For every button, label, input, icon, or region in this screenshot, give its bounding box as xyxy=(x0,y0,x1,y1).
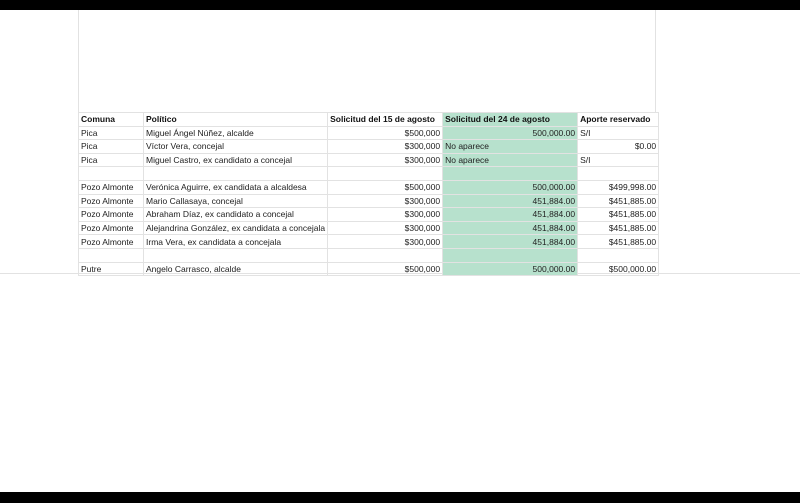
table-cell[interactable]: $300,000 xyxy=(328,140,443,154)
table-cell[interactable]: Pozo Almonte xyxy=(79,208,144,222)
table-cell[interactable]: 451,884.00 xyxy=(443,208,578,222)
table-cell[interactable]: $451,885.00 xyxy=(578,221,659,235)
table-cell[interactable]: Pozo Almonte xyxy=(79,194,144,208)
table-cell[interactable]: Mario Callasaya, concejal xyxy=(144,194,328,208)
table-cell[interactable]: No aparece xyxy=(443,140,578,154)
table-row xyxy=(79,221,659,235)
table-cell[interactable]: $300,000 xyxy=(328,153,443,167)
table-cell[interactable]: $499,998.00 xyxy=(578,180,659,194)
table-row xyxy=(79,140,659,154)
table-cell[interactable]: $300,000 xyxy=(328,208,443,222)
table-row xyxy=(79,235,659,249)
table-cell[interactable]: Miguel Castro, ex candidato a concejal xyxy=(144,153,328,167)
table-cell[interactable]: Angelo Carrasco, alcalde xyxy=(144,262,328,276)
table-cell[interactable]: $0.00 xyxy=(578,140,659,154)
table-cell[interactable]: 451,884.00 xyxy=(443,194,578,208)
table-cell[interactable]: S/I xyxy=(578,153,659,167)
table-cell[interactable]: Pozo Almonte xyxy=(79,235,144,249)
table-cell[interactable] xyxy=(79,167,144,181)
table-cell[interactable]: Verónica Aguirre, ex candidata a alcaldesa xyxy=(144,180,328,194)
column-header[interactable]: Comuna xyxy=(79,113,144,127)
table-cell[interactable]: $500,000 xyxy=(328,262,443,276)
table-cell[interactable]: S/I xyxy=(578,126,659,140)
table-cell[interactable]: $300,000 xyxy=(328,194,443,208)
header-row xyxy=(79,113,659,127)
table-cell[interactable] xyxy=(443,167,578,181)
spreadsheet-table xyxy=(78,112,659,276)
table-cell[interactable]: Irma Vera, ex candidata a concejala xyxy=(144,235,328,249)
table-cell[interactable] xyxy=(328,248,443,262)
table-cell[interactable]: $451,885.00 xyxy=(578,235,659,249)
table-cell[interactable] xyxy=(328,167,443,181)
table-row xyxy=(79,248,659,262)
table-cell[interactable]: Miguel Ángel Núñez, alcalde xyxy=(144,126,328,140)
table-row xyxy=(79,167,659,181)
table-cell[interactable]: $300,000 xyxy=(328,235,443,249)
table-row xyxy=(79,180,659,194)
table-cell[interactable]: $500,000.00 xyxy=(578,262,659,276)
table-cell[interactable]: Víctor Vera, concejal xyxy=(144,140,328,154)
table-row xyxy=(79,126,659,140)
table-cell[interactable]: Pica xyxy=(79,126,144,140)
top-black-bar xyxy=(0,0,800,10)
table-row xyxy=(79,262,659,276)
table-cell[interactable]: 500,000.00 xyxy=(443,126,578,140)
table-cell[interactable]: Alejandrina González, ex candidata a concejala xyxy=(144,221,328,235)
table-cell[interactable] xyxy=(443,248,578,262)
table-cell[interactable] xyxy=(79,248,144,262)
table-row xyxy=(79,208,659,222)
grid-line-right xyxy=(655,10,656,112)
table-cell[interactable]: Pozo Almonte xyxy=(79,221,144,235)
table-cell[interactable]: $300,000 xyxy=(328,221,443,235)
table-cell[interactable]: 500,000.00 xyxy=(443,262,578,276)
table-cell[interactable]: $451,885.00 xyxy=(578,194,659,208)
table-cell[interactable]: Abraham Díaz, ex candidato a concejal xyxy=(144,208,328,222)
table-cell[interactable]: Pica xyxy=(79,153,144,167)
table-cell[interactable] xyxy=(144,167,328,181)
table-cell[interactable] xyxy=(578,167,659,181)
table-cell[interactable]: $500,000 xyxy=(328,180,443,194)
table-cell[interactable] xyxy=(144,248,328,262)
table-cell[interactable]: $451,885.00 xyxy=(578,208,659,222)
table-cell[interactable]: 451,884.00 xyxy=(443,235,578,249)
table-cell[interactable]: No aparece xyxy=(443,153,578,167)
grid-line-left xyxy=(78,10,79,112)
column-header[interactable]: Político xyxy=(144,113,328,127)
table-cell[interactable]: Pica xyxy=(79,140,144,154)
column-header[interactable]: Solicitud del 24 de agosto xyxy=(443,113,578,127)
column-header[interactable]: Aporte reservado xyxy=(578,113,659,127)
table-row xyxy=(79,194,659,208)
table-cell[interactable] xyxy=(578,248,659,262)
column-header[interactable]: Solicitud del 15 de agosto xyxy=(328,113,443,127)
table-cell[interactable]: Pozo Almonte xyxy=(79,180,144,194)
table-cell[interactable]: 500,000.00 xyxy=(443,180,578,194)
table-row xyxy=(79,153,659,167)
table-cell[interactable]: $500,000 xyxy=(328,126,443,140)
table-cell[interactable]: 451,884.00 xyxy=(443,221,578,235)
table-cell[interactable]: Putre xyxy=(79,262,144,276)
bottom-black-bar xyxy=(0,492,800,503)
